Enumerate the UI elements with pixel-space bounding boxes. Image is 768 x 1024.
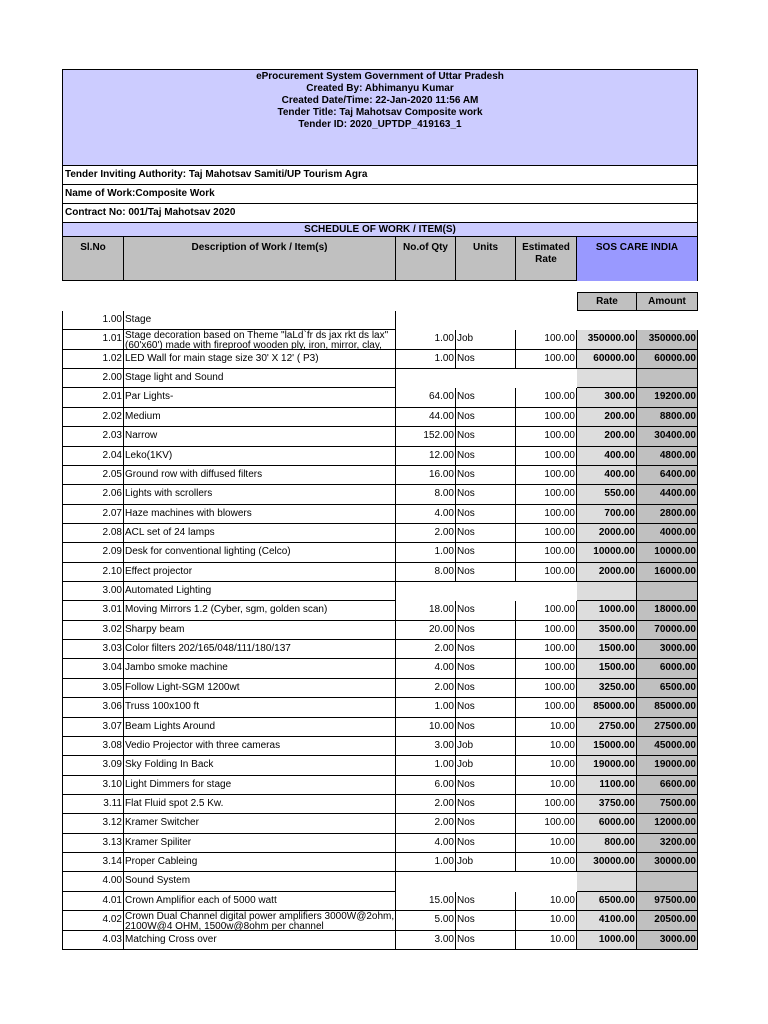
col-header-amount: Amount — [637, 292, 698, 311]
cell-description: Sharpy beam — [124, 621, 396, 640]
table-row — [62, 698, 698, 717]
col-header-qty: No.of Qty — [396, 237, 456, 281]
cell-amount: 4400.00 — [637, 485, 698, 504]
cell-amount: 20500.00 — [637, 911, 698, 930]
header-line-created-date: Created Date/Time: 22-Jan-2020 11:56 AM — [281, 95, 479, 106]
cell-qty: 2.00 — [396, 679, 456, 698]
cell-rate: 3750.00 — [577, 795, 637, 814]
cell-slno: 3.03 — [62, 640, 124, 659]
cell-rate: 3250.00 — [577, 679, 637, 698]
cell-slno: 2.00 — [62, 369, 124, 388]
cell-qty: 6.00 — [396, 776, 456, 795]
cell-rate-empty — [577, 582, 637, 601]
cell-estimated-rate: 10.00 — [516, 853, 577, 872]
cell-amount: 2800.00 — [637, 505, 698, 524]
cell-slno: 2.05 — [62, 466, 124, 485]
cell-rate: 1000.00 — [577, 601, 637, 620]
work-name: Name of Work:Composite Work — [62, 185, 698, 204]
cell-qty: 1.00 — [396, 543, 456, 562]
cell-estimated-rate: 10.00 — [516, 931, 577, 950]
cell-units: Nos — [456, 931, 516, 950]
cell-amount: 3000.00 — [637, 931, 698, 950]
cell-slno: 2.10 — [62, 563, 124, 582]
cell-slno: 2.01 — [62, 388, 124, 407]
cell-rate: 700.00 — [577, 505, 637, 524]
header-line-creator: Created By: Abhimanyu Kumar — [306, 83, 454, 94]
cell-rate: 10000.00 — [577, 543, 637, 562]
cell-units: Nos — [456, 543, 516, 562]
cell-rate: 300.00 — [577, 388, 637, 407]
cell-description: Par Lights- — [124, 388, 396, 407]
cell-qty: 2.00 — [396, 640, 456, 659]
header-line-tender-id: Tender ID: 2020_UPTDP_419163_1 — [298, 119, 462, 130]
table-row — [62, 640, 698, 659]
cell-qty: 8.00 — [396, 485, 456, 504]
cell-qty: 4.00 — [396, 659, 456, 678]
cell-amount-empty — [637, 872, 698, 891]
cell-amount: 4000.00 — [637, 524, 698, 543]
cell-qty: 18.00 — [396, 601, 456, 620]
boq-sheet — [62, 69, 698, 950]
cell-slno: 3.14 — [62, 853, 124, 872]
cell-description: Truss 100x100 ft — [124, 698, 396, 717]
table-row — [62, 524, 698, 543]
cell-description: Proper Cableing — [124, 853, 396, 872]
cell-qty: 12.00 — [396, 447, 456, 466]
cell-amount: 3200.00 — [637, 834, 698, 853]
cell-rate: 200.00 — [577, 408, 637, 427]
cell-qty: 2.00 — [396, 524, 456, 543]
cell-estimated-rate: 100.00 — [516, 659, 577, 678]
cell-amount: 97500.00 — [637, 892, 698, 911]
contract-number: Contract No: 001/Taj Mahotsav 2020 — [62, 204, 698, 223]
cell-amount: 30000.00 — [637, 853, 698, 872]
cell-rate: 60000.00 — [577, 350, 637, 369]
table-row — [62, 621, 698, 640]
cell-estimated-rate: 100.00 — [516, 795, 577, 814]
cell-rate: 19000.00 — [577, 756, 637, 775]
cell-slno: 2.04 — [62, 447, 124, 466]
section-row — [62, 311, 698, 330]
table-row — [62, 834, 698, 853]
cell-qty: 1.00 — [396, 853, 456, 872]
cell-amount: 45000.00 — [637, 737, 698, 756]
table-row — [62, 543, 698, 562]
cell-estimated-rate: 100.00 — [516, 466, 577, 485]
schedule-title: SCHEDULE OF WORK / ITEM(S) — [62, 223, 698, 237]
cell-slno: 4.01 — [62, 892, 124, 911]
cell-estimated-rate: 100.00 — [516, 350, 577, 369]
col-header-units: Units — [456, 237, 516, 281]
cell-units: Nos — [456, 505, 516, 524]
cell-slno: 2.09 — [62, 543, 124, 562]
table-row — [62, 679, 698, 698]
table-row — [62, 795, 698, 814]
cell-rate-empty — [577, 369, 637, 388]
cell-rate: 550.00 — [577, 485, 637, 504]
cell-description: Beam Lights Around — [124, 718, 396, 737]
header-line-org: eProcurement System Government of Uttar Pradesh — [256, 71, 504, 82]
cell-units: Nos — [456, 563, 516, 582]
cell-amount-empty — [637, 311, 698, 330]
cell-description: Light Dimmers for stage — [124, 776, 396, 795]
cell-slno: 3.05 — [62, 679, 124, 698]
cell-slno: 2.07 — [62, 505, 124, 524]
cell-units: Nos — [456, 466, 516, 485]
cell-estimated-rate: 100.00 — [516, 640, 577, 659]
cell-amount: 16000.00 — [637, 563, 698, 582]
cell-rate: 400.00 — [577, 466, 637, 485]
cell-slno: 2.03 — [62, 427, 124, 446]
cell-estimated-rate: 10.00 — [516, 756, 577, 775]
items-table-body — [62, 311, 698, 950]
cell-description: Follow Light-SGM 1200wt — [124, 679, 396, 698]
cell-units: Nos — [456, 601, 516, 620]
cell-rate: 6500.00 — [577, 892, 637, 911]
cell-description: Medium — [124, 408, 396, 427]
cell-slno: 3.11 — [62, 795, 124, 814]
cell-rate: 30000.00 — [577, 853, 637, 872]
cell-description: Crown Dual Channel digital power amplifiers 3000W@2ohm, 2100W@4 OHM, 1500w@8ohm per channel — [125, 911, 395, 933]
cell-units: Nos — [456, 427, 516, 446]
table-row — [62, 659, 698, 678]
document-header — [62, 69, 698, 166]
table-row — [62, 563, 698, 582]
cell-description: LED Wall for main stage size 30' X 12' ( P3) — [124, 350, 396, 369]
cell-units: Nos — [456, 659, 516, 678]
cell-rate: 350000.00 — [577, 330, 637, 349]
cell-rate: 400.00 — [577, 447, 637, 466]
table-row — [62, 853, 698, 872]
cell-slno: 3.12 — [62, 814, 124, 833]
cell-qty: 1.00 — [396, 698, 456, 717]
cell-description: Leko(1KV) — [124, 447, 396, 466]
cell-amount: 18000.00 — [637, 601, 698, 620]
cell-rate-empty — [577, 872, 637, 891]
cell-units: Nos — [456, 408, 516, 427]
cell-description: Lights with scrollers — [124, 485, 396, 504]
cell-qty: 20.00 — [396, 621, 456, 640]
table-row — [62, 911, 698, 933]
table-row — [62, 776, 698, 795]
cell-units: Nos — [456, 388, 516, 407]
cell-qty: 1.00 — [396, 330, 456, 349]
cell-amount: 19200.00 — [637, 388, 698, 407]
cell-amount: 6600.00 — [637, 776, 698, 795]
table-row — [62, 601, 698, 620]
cell-description: Crown Amplifior each of 5000 watt — [124, 892, 396, 911]
cell-rate: 2750.00 — [577, 718, 637, 737]
cell-qty: 44.00 — [396, 408, 456, 427]
cell-description: Stage light and Sound — [124, 369, 396, 388]
cell-rate-empty — [577, 311, 637, 330]
cell-estimated-rate: 100.00 — [516, 408, 577, 427]
cell-amount: 30400.00 — [637, 427, 698, 446]
cell-estimated-rate: 100.00 — [516, 621, 577, 640]
cell-estimated-rate: 10.00 — [516, 718, 577, 737]
cell-slno: 3.10 — [62, 776, 124, 795]
cell-estimated-rate: 10.00 — [516, 776, 577, 795]
cell-qty: 2.00 — [396, 795, 456, 814]
cell-description: Stage decoration based on Theme "laLd`fr ds jax rkt ds lax" (60'x60') made with fireproof wooden ply, iron, mirror, clay, — [124, 330, 396, 349]
cell-description: Ground row with diffused filters — [124, 466, 396, 485]
cell-amount: 70000.00 — [637, 621, 698, 640]
cell-description: Kramer Switcher — [124, 814, 396, 833]
cell-estimated-rate: 100.00 — [516, 698, 577, 717]
cell-units: Nos — [456, 795, 516, 814]
cell-units: Nos — [456, 892, 516, 911]
cell-rate: 1100.00 — [577, 776, 637, 795]
cell-estimated-rate: 100.00 — [516, 814, 577, 833]
cell-slno: 2.02 — [62, 408, 124, 427]
cell-amount: 350000.00 — [637, 330, 698, 349]
cell-estimated-rate: 100.00 — [516, 388, 577, 407]
cell-slno: 3.00 — [62, 582, 124, 601]
cell-units: Job — [456, 756, 516, 775]
cell-description: Haze machines with blowers — [124, 505, 396, 524]
cell-description: Desk for conventional lighting (Celco) — [124, 543, 396, 562]
cell-amount: 3000.00 — [637, 640, 698, 659]
cell-slno: 1.02 — [62, 350, 124, 369]
cell-units: Job — [456, 330, 516, 349]
cell-rate: 1500.00 — [577, 640, 637, 659]
cell-estimated-rate: 100.00 — [516, 447, 577, 466]
cell-qty: 4.00 — [396, 834, 456, 853]
header-line-tender-title: Tender Title: Taj Mahotsav Composite work — [277, 107, 483, 118]
cell-description: Moving Mirrors 1.2 (Cyber, sgm, golden scan) — [124, 601, 396, 620]
table-row — [62, 427, 698, 446]
cell-estimated-rate: 100.00 — [516, 601, 577, 620]
cell-slno: 4.02 — [62, 911, 124, 930]
cell-amount-empty — [637, 369, 698, 388]
cell-estimated-rate: 100.00 — [516, 679, 577, 698]
tender-authority: Tender Inviting Authority: Taj Mahotsav Samiti/UP Tourism Agra — [62, 166, 698, 185]
table-row — [62, 718, 698, 737]
cell-estimated-rate: 100.00 — [516, 485, 577, 504]
cell-qty: 8.00 — [396, 563, 456, 582]
table-row — [62, 350, 698, 369]
col-header-bidder: SOS CARE INDIA — [577, 237, 698, 281]
cell-qty: 16.00 — [396, 466, 456, 485]
cell-amount: 85000.00 — [637, 698, 698, 717]
cell-rate: 3500.00 — [577, 621, 637, 640]
table-row — [62, 737, 698, 756]
cell-amount: 12000.00 — [637, 814, 698, 833]
cell-slno: 1.01 — [62, 330, 124, 349]
cell-estimated-rate: 10.00 — [516, 737, 577, 756]
table-row — [62, 485, 698, 504]
column-header-row — [62, 237, 698, 281]
cell-qty: 1.00 — [396, 350, 456, 369]
cell-estimated-rate: 100.00 — [516, 543, 577, 562]
cell-description: Narrow — [124, 427, 396, 446]
cell-qty: 3.00 — [396, 931, 456, 950]
cell-units: Nos — [456, 485, 516, 504]
cell-slno: 3.09 — [62, 756, 124, 775]
cell-estimated-rate: 100.00 — [516, 330, 577, 349]
cell-slno: 2.06 — [62, 485, 124, 504]
cell-rate: 6000.00 — [577, 814, 637, 833]
cell-description: Color filters 202/165/048/111/180/137 — [124, 640, 396, 659]
cell-qty: 152.00 — [396, 427, 456, 446]
cell-units: Nos — [456, 814, 516, 833]
cell-slno: 3.02 — [62, 621, 124, 640]
cell-units: Nos — [456, 447, 516, 466]
cell-slno: 4.03 — [62, 931, 124, 950]
table-row — [62, 892, 698, 911]
cell-rate: 2000.00 — [577, 524, 637, 543]
cell-description: Effect projector — [124, 563, 396, 582]
cell-description: Flat Fluid spot 2.5 Kw. — [124, 795, 396, 814]
cell-amount: 60000.00 — [637, 350, 698, 369]
cell-slno: 3.08 — [62, 737, 124, 756]
cell-units: Nos — [456, 776, 516, 795]
cell-slno: 3.04 — [62, 659, 124, 678]
table-row — [62, 408, 698, 427]
cell-units: Nos — [456, 621, 516, 640]
cell-estimated-rate: 100.00 — [516, 505, 577, 524]
cell-rate: 800.00 — [577, 834, 637, 853]
cell-units: Nos — [456, 718, 516, 737]
cell-units: Nos — [456, 350, 516, 369]
cell-rate: 85000.00 — [577, 698, 637, 717]
col-header-description: Description of Work / Item(s) — [124, 237, 396, 281]
cell-slno: 3.13 — [62, 834, 124, 853]
cell-slno: 3.07 — [62, 718, 124, 737]
cell-units: Job — [456, 737, 516, 756]
cell-qty: 64.00 — [396, 388, 456, 407]
cell-qty: 3.00 — [396, 737, 456, 756]
cell-units: Nos — [456, 911, 516, 930]
cell-amount: 10000.00 — [637, 543, 698, 562]
col-header-estimated-rate: Estimated Rate — [516, 237, 577, 281]
cell-rate: 2000.00 — [577, 563, 637, 582]
cell-units: Nos — [456, 698, 516, 717]
cell-slno: 3.06 — [62, 698, 124, 717]
cell-slno: 2.08 — [62, 524, 124, 543]
cell-slno: 3.01 — [62, 601, 124, 620]
col-header-slno: Sl.No — [62, 237, 124, 281]
cell-qty: 15.00 — [396, 892, 456, 911]
section-row — [62, 872, 698, 891]
cell-rate: 1000.00 — [577, 931, 637, 950]
cell-estimated-rate: 100.00 — [516, 524, 577, 543]
cell-estimated-rate: 100.00 — [516, 427, 577, 446]
cell-description: Matching Cross over — [124, 931, 396, 950]
table-row — [62, 330, 698, 352]
cell-estimated-rate: 100.00 — [516, 563, 577, 582]
table-row — [62, 505, 698, 524]
cell-amount: 6500.00 — [637, 679, 698, 698]
cell-qty: 2.00 — [396, 814, 456, 833]
cell-description: Sound System — [124, 872, 396, 891]
section-row — [62, 369, 698, 388]
cell-qty: 5.00 — [396, 911, 456, 930]
cell-description: ACL set of 24 lamps — [124, 524, 396, 543]
cell-amount: 4800.00 — [637, 447, 698, 466]
cell-description: Automated Lighting — [124, 582, 396, 601]
table-row — [62, 388, 698, 407]
cell-description: Stage — [124, 311, 396, 330]
cell-rate: 15000.00 — [577, 737, 637, 756]
cell-units: Job — [456, 853, 516, 872]
section-row — [62, 582, 698, 601]
cell-units: Nos — [456, 679, 516, 698]
cell-amount: 27500.00 — [637, 718, 698, 737]
col-header-rate: Rate — [577, 292, 637, 311]
cell-estimated-rate: 10.00 — [516, 834, 577, 853]
cell-rate: 200.00 — [577, 427, 637, 446]
cell-description: Kramer Spiliter — [124, 834, 396, 853]
cell-qty: 1.00 — [396, 756, 456, 775]
cell-amount-empty — [637, 582, 698, 601]
cell-amount: 6400.00 — [637, 466, 698, 485]
cell-units: Nos — [456, 524, 516, 543]
table-row — [62, 814, 698, 833]
table-row — [62, 466, 698, 485]
cell-amount: 7500.00 — [637, 795, 698, 814]
cell-description: Vedio Projector with three cameras — [124, 737, 396, 756]
cell-amount: 6000.00 — [637, 659, 698, 678]
table-row — [62, 447, 698, 466]
cell-estimated-rate: 10.00 — [516, 911, 577, 930]
cell-slno: 1.00 — [62, 311, 124, 330]
cell-description: Jambo smoke machine — [124, 659, 396, 678]
cell-amount: 8800.00 — [637, 408, 698, 427]
cell-rate: 4100.00 — [577, 911, 637, 930]
cell-slno: 4.00 — [62, 872, 124, 891]
cell-units: Nos — [456, 640, 516, 659]
cell-qty: 4.00 — [396, 505, 456, 524]
cell-rate: 1500.00 — [577, 659, 637, 678]
table-row — [62, 931, 698, 950]
cell-estimated-rate: 10.00 — [516, 892, 577, 911]
cell-qty: 10.00 — [396, 718, 456, 737]
cell-amount: 19000.00 — [637, 756, 698, 775]
cell-description: Sky Folding In Back — [124, 756, 396, 775]
cell-units: Nos — [456, 834, 516, 853]
bidder-subheader-row — [62, 292, 698, 311]
table-row — [62, 756, 698, 775]
